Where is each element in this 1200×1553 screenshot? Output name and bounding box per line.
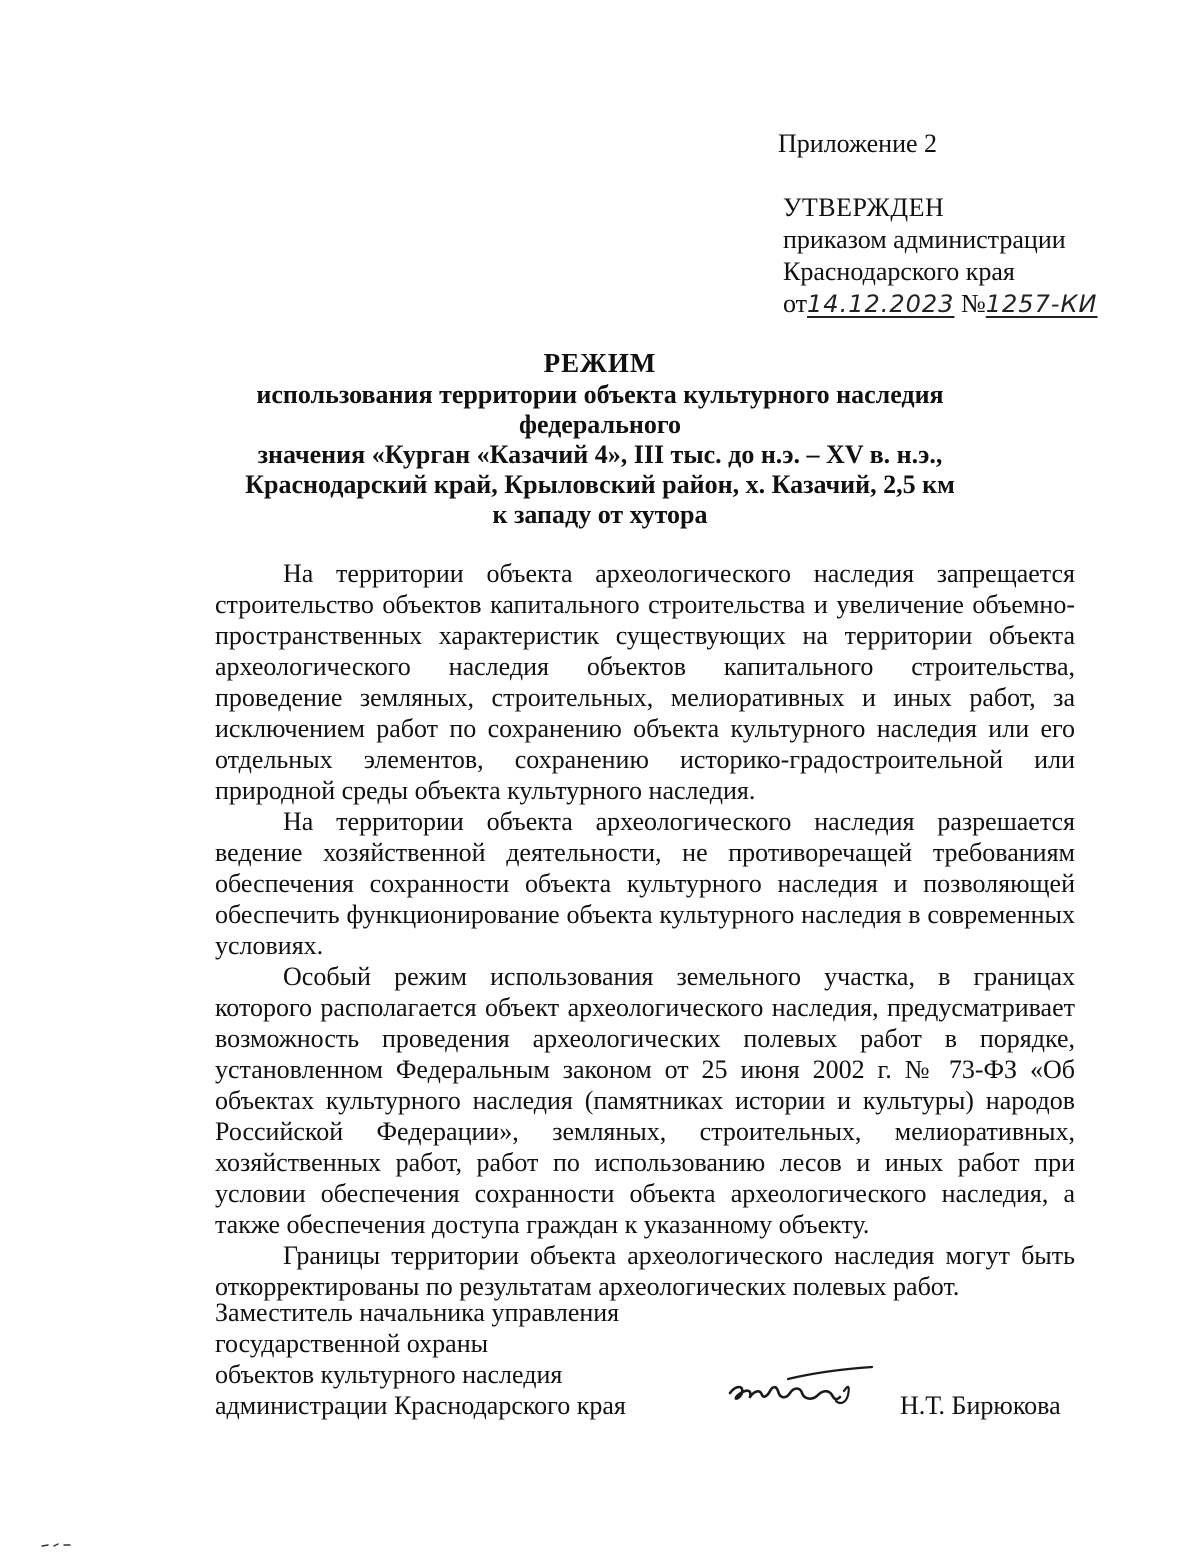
handwritten-date: 14.12.2023 bbox=[807, 290, 955, 318]
position-line: администрации Краснодарского края bbox=[215, 1391, 626, 1420]
paragraph: На территории объекта археологического наследия разрешается ведение хозяйственной деятельности, не противоречащей требованиям обеспечения сохранности объекта культурного наследия и позволяющей обеспечить функционирование объекта культурного наследия в современных условиях. bbox=[215, 807, 1075, 960]
position-line: государственной охраны bbox=[215, 1329, 489, 1358]
approval-line-2: Краснодарского края bbox=[783, 257, 1015, 286]
title-line: использования территории объекта культурного наследия федерального bbox=[256, 380, 944, 439]
document-title bbox=[180, 348, 1020, 530]
title-line: Краснодарский край, Крыловский район, х. Казачий, 2,5 км bbox=[245, 470, 955, 499]
appendix-label: Приложение 2 bbox=[778, 129, 938, 158]
approval-date-line bbox=[783, 288, 1098, 320]
approved-heading: УТВЕРЖДЕН bbox=[783, 193, 945, 222]
approval-line-1: приказом администрации bbox=[783, 225, 1066, 254]
document-body bbox=[215, 558, 1075, 1302]
approval-block bbox=[783, 192, 1098, 320]
paragraph: На территории объекта археологического наследия запрещается строительство объектов капитального строительства и увеличение объемно-пространственных характеристик существующих на территории объекта археологического наследия объектов капитального строительства, проведение земляных, строительных, мелиоративных и иных работ, за исключением работ по сохранению объекта культурного наследия или его отдельных элементов, сохранению историко-градостроительной или природной среды объекта культурного наследия. bbox=[215, 559, 1075, 805]
paragraph: Особый режим использования земельного участка, в границах которого располагается объект археологического наследия, предусматривает возможность проведения археологических полевых работ в порядке, установленном Федеральным законом от 25 июня 2002 г. № 73-ФЗ «Об объектах культурного наследия (памятниках истории и культуры) народов Российской Федерации», земляных, строительных, мелиоративных, хозяйственных работ, работ по использованию лесов и иных работ при условии обеспечения сохранности объекта археологического наследия, а также обеспечения доступа граждан к указанному объекту. bbox=[215, 962, 1075, 1239]
scan-speck bbox=[38, 1540, 78, 1548]
title-main: РЕЖИМ bbox=[543, 348, 657, 378]
signer-name: Н.Т. Бирюкова bbox=[900, 1391, 1061, 1420]
signatory-position bbox=[215, 1297, 626, 1421]
title-line: значения «Курган «Казачий 4», III тыс. до н.э. – XV в. н.э., bbox=[257, 440, 943, 469]
date-prefix: от bbox=[783, 289, 808, 318]
handwritten-number: 1257-КИ bbox=[985, 290, 1098, 318]
number-prefix: № bbox=[960, 289, 986, 318]
position-line: объектов культурного наследия bbox=[215, 1360, 563, 1389]
title-line: к западу от хутора bbox=[492, 500, 708, 529]
paragraph: Границы территории объекта археологического наследия могут быть откорректированы по результатам археологических полевых работ. bbox=[215, 1241, 1075, 1301]
handwritten-signature bbox=[718, 1355, 878, 1415]
position-line: Заместитель начальника управления bbox=[215, 1298, 620, 1327]
